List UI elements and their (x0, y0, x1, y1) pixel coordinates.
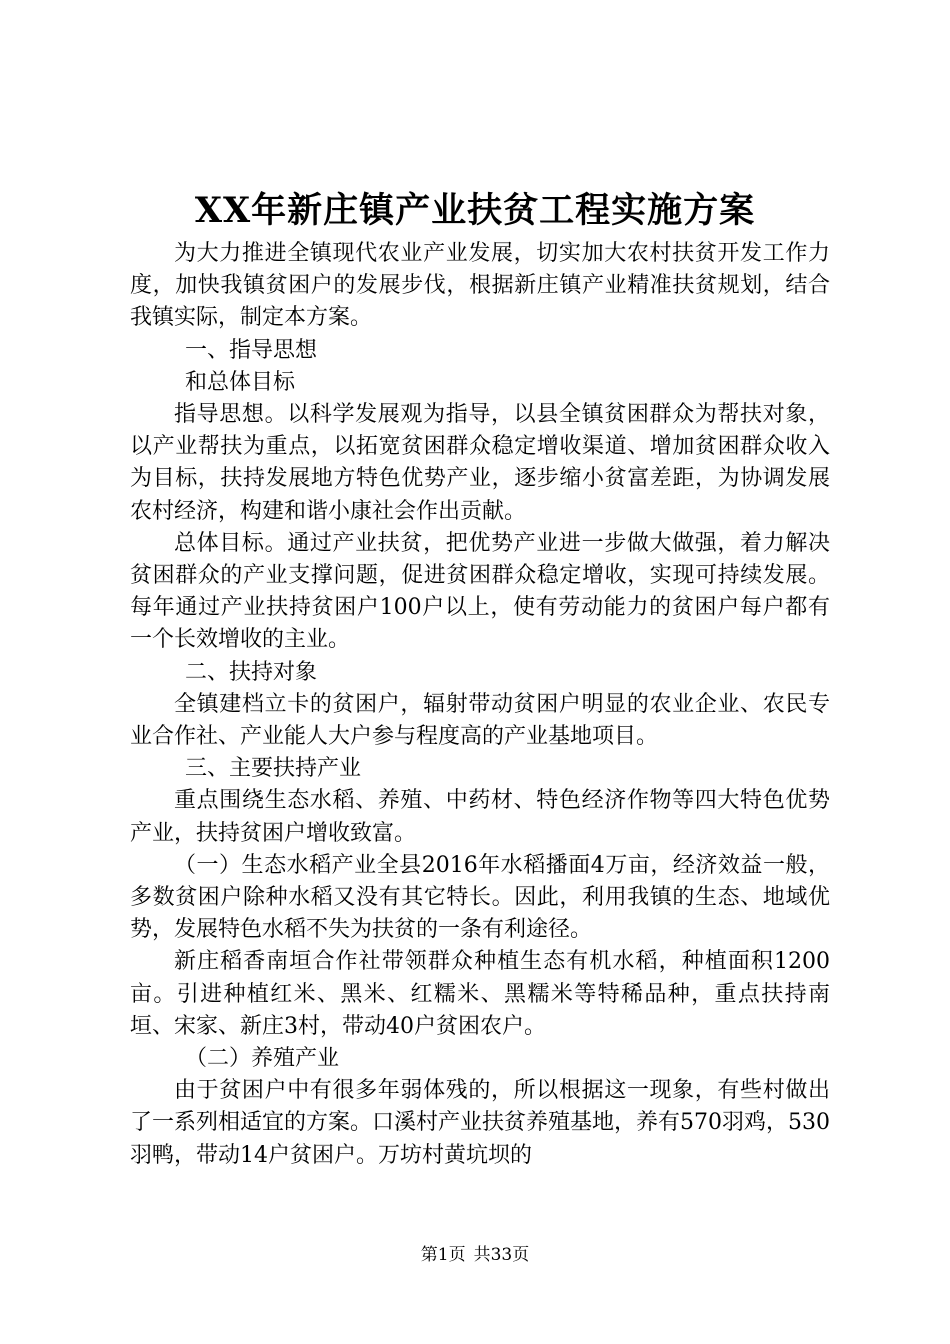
section-heading-guiding-ideology: 一、指导思想 (185, 337, 318, 363)
breeding-industry-paragraph: 由于贫困户中有很多年弱体残的，所以根据这一现象，有些村做出了一系列相适宜的方案。口溪村产业扶贫养殖基地，养有570羽鸡，530羽鸭，带动14户贫困户。万坊村黄坑坝的 (130, 1078, 830, 1168)
cooperative-paragraph: 新庄稻香南垣合作社带领群众种植生态有机水稻，种植面积1200亩。引进种植红米、黑米、红糯米、黑糯米等特稀品种，重点扶持南垣、宋家、新庄3村，带动40户贫困农户。 (130, 949, 830, 1039)
page-footer (0, 1243, 950, 1267)
section-heading-support-targets: 二、扶持对象 (185, 659, 318, 685)
rice-industry-paragraph: （一）生态水稻产业全县2016年水稻播面4万亩，经济效益一般，多数贫困户除种水稻又没有其它特长。因此，利用我镇的生态、地域优势，发展特色水稻不失为扶贫的一条有利途径。 (130, 852, 830, 943)
guiding-ideology-paragraph: 指导思想。以科学发展观为指导，以县全镇贫困群众为帮扶对象，以产业帮扶为重点，以拓宽贫困群众稳定增收渠道、增加贫困群众收入为目标，扶持发展地方特色优势产业，逐步缩小贫富差距，为协调发展农村经济，构建和谐小康社会作出贡献。 (130, 402, 830, 524)
document-title: XX年新庄镇产业扶贫工程实施方案 (194, 190, 756, 231)
intro-paragraph: 为大力推进全镇现代农业产业发展，切实加大农村扶贫开发工作力度，加快我镇贫困户的发展步伐，根据新庄镇产业精准扶贫规划，结合我镇实际，制定本方案。 (130, 241, 830, 331)
section-heading-overall-goal: 和总体目标 (185, 369, 296, 395)
page-total: 共33页 (473, 1245, 530, 1265)
support-targets-paragraph: 全镇建档立卡的贫困户，辐射带动贫困户明显的农业企业、农民专业合作社、产业能人大户参与程度高的产业基地项目。 (130, 691, 830, 750)
document-body (130, 238, 830, 1172)
overall-goal-paragraph: 总体目标。通过产业扶贫，把优势产业进一步做大做强，着力解决贫困群众的产业支撑问题，促进贫困群众稳定增收，实现可持续发展。每年通过产业扶持贫困户100户以上，使有劳动能力的贫困户每户都有一个长效增收的主业。 (130, 530, 830, 653)
section-heading-breeding-industry: （二）养殖产业 (185, 1046, 340, 1072)
page-number: 第1页 (420, 1245, 466, 1265)
section-heading-main-industries: 三、主要扶持产业 (185, 756, 362, 782)
main-industries-paragraph: 重点围绕生态水稻、养殖、中药材、特色经济作物等四大特色优势产业，扶持贫困户增收致富。 (130, 788, 830, 846)
